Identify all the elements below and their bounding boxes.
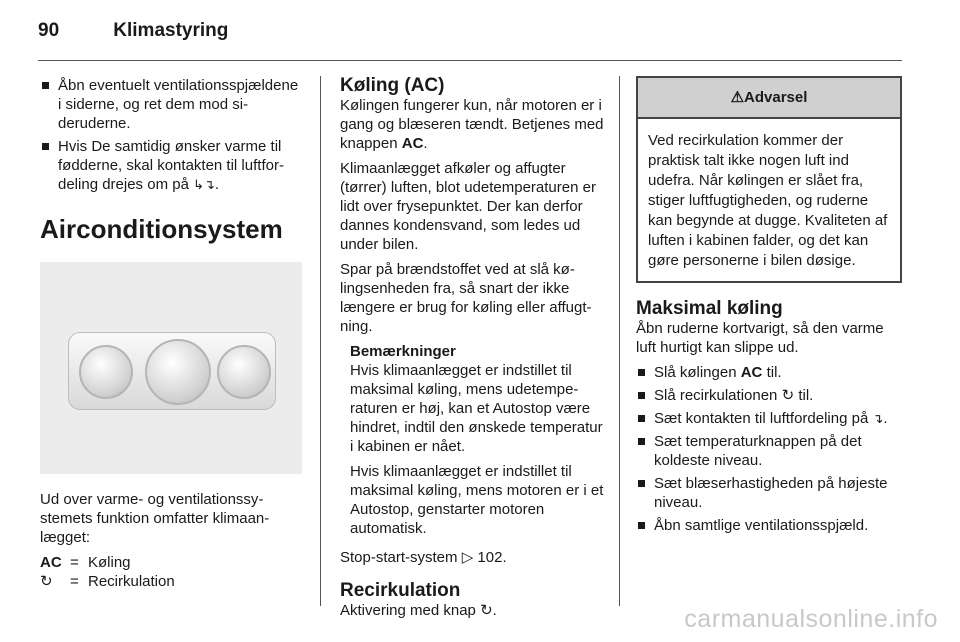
recirculation-icon: ↻ [480,602,493,619]
page-title: Klimastyring [113,20,229,41]
list-item: Åbn samtlige ventilationsspjæld. [636,516,902,535]
note-title: Bemærkninger [350,343,456,360]
section-heading: Køling (AC) [340,75,445,96]
bullet-icon [638,522,645,529]
footwell-windscreen-icon: ↳↴ [193,177,215,192]
definition-list: AC = Køling ↻ = Recirkulation [40,554,175,590]
column-1 [40,76,302,591]
climate-control-image [40,262,302,474]
bullet-icon [638,369,645,376]
warning-text: Ved recirkulation kommer der praktisk talt ikke nogen luft ind udefra. Når kølingen er slået fra, stiger luftfugtigheden, og ruderne kan begynde at dugge. Kvaliteten af luften i kabinen falder, og det kan gøre personerne i bilen døsige. [648,132,888,269]
intro-text: Ud over varme- og ventilationssystemets funktion omfatter klimaanlægget: [40,491,270,546]
watermark: carmanualsonline.info [684,605,938,633]
paragraph: Spar på brændstoffet ved at slå kølingsenheden fra, så snart der ikke længere er brug for køling eller affugtning. [340,261,592,335]
list-item: Slå recirkulationen ↻ til. [636,386,902,405]
recirculation-icon: ↻ [40,573,53,590]
list-item: Slå kølingen AC til. [636,363,902,382]
recirculation-icon: ↻ [781,387,795,404]
bullet-icon [638,392,645,399]
column-3: ⚠Advarsel Ved recirkulation kommer der praktisk talt ikke nogen luft ind udefra. Når kølingen er slået fra, stiger luftfugtigheden, og ruderne kan begynde at dugge. Kvaliteten af luften i kabinen falder, og det kan gøre personerne i bilen døsige. Maksimal køling Åbn ruderne kortvarigt, så den varme luft hurtigt kan slippe ud. Slå kølingen AC til. Slå recirkulationen ↻ til. Sæt kontakten til luftfordeling på ↴. Sæt temperaturknappen på det koldeste niveau. Sæt blæserhastigheden på højeste niveau. Åbn samtlige ventilationsspjæld. [636,76,902,539]
fan-knob [145,339,211,405]
page-number: 90 [38,20,60,41]
list-item: Sæt blæserhastigheden på højeste niveau. [636,474,902,512]
section-heading: Airconditionsystem [40,214,283,244]
warning-box [636,76,902,283]
list-item: Åbn eventuelt ventilationsspjældene i siderne, og ret dem mod sideruderne. [40,76,302,133]
bullet-icon [42,82,49,89]
list-item: Sæt temperaturknappen på det koldeste niveau. [636,432,902,470]
header-rule [38,60,902,61]
list-item: Sæt kontakten til luftfordeling på ↴. [636,409,902,428]
section-heading: Maksimal køling [636,298,783,319]
bullet-icon [638,415,645,422]
bullet-icon [42,143,49,150]
air-distribution-knob [217,345,271,399]
column-2: Køling (AC) Kølingen fungerer kun, når motoren er i gang og blæseren tændt. Betjenes med knappen AC. Klimaanlægget afkøler og affugter (tørrer) luften, blot udetemperaturen er lidt over frysepunktet. Der kan derfor dannes kondensvand, som ledes ud under bilen. Spar på brændstoffet ved at slå kølingsenheden fra, så snart der ikke længere er brug for køling eller affugtning. Bemærkninger Hvis klimaanlægget er indstillet til maksimal køling, mens udetemperaturen er høj, kan et Autostop være hindret, indtil den ønskede temperatur i kabinen er nået. Hvis klimaanlægget er indstillet til maksimal køling, mens motoren er i et Autostop, genstarter motoren automatisk. Stop-start-system ▷ 102. Recirkulation Aktivering med knap ↻. [340,75,604,619]
note-box: Bemærkninger Hvis klimaanlægget er indstillet til maksimal køling, mens udetemperaturen er høj, kan et Autostop være hindret, indtil den ønskede temperatur i kabinen er nået. Hvis klimaanlægget er indstillet til maksimal køling, mens motoren er i et Autostop, genstarter motoren automatisk. [350,343,604,537]
paragraph: Klimaanlægget afkøler og affugter (tørrer) luften, blot udetemperaturen er lidt over frysepunktet. Der kan derfor dannes kondensvand, som ledes ud under bilen. [340,160,596,253]
windscreen-icon: ↴ [872,411,884,426]
control-panel [68,332,276,410]
reference-arrow-icon: ▷ [461,549,474,566]
section-heading: Recirkulation [340,580,461,601]
cross-reference: Stop-start-system ▷ 102. [340,549,507,566]
column-divider [619,76,620,606]
page-header [38,20,228,42]
column-divider [320,76,321,606]
warning-header: ⚠Advarsel [638,78,900,119]
ac-key: AC [40,554,62,571]
list-item: Hvis De samtidig ønsker varme til fødderne, skal kontakten til luftfordeling drejes om på ↳↴. [40,137,302,194]
warning-icon: ⚠ [730,89,745,106]
bullet-icon [638,438,645,445]
temperature-knob [79,345,133,399]
bullet-icon [638,480,645,487]
